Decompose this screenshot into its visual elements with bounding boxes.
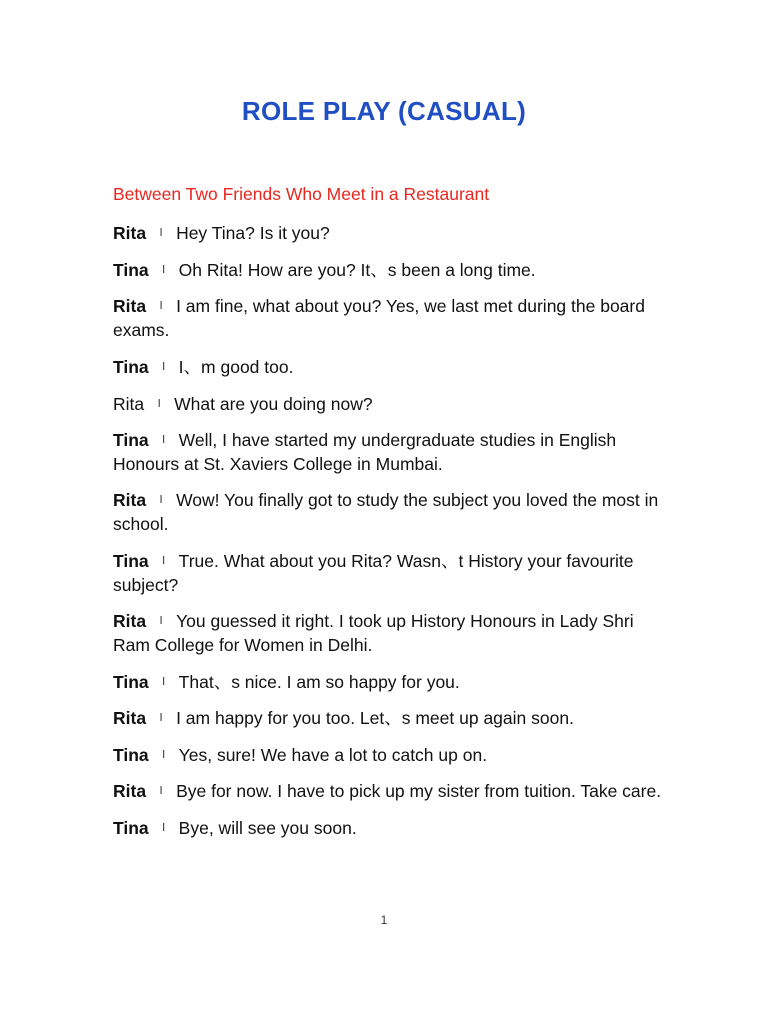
- speaker-name: Tina: [113, 430, 149, 450]
- separator: ǀ: [162, 749, 166, 761]
- separator: ǀ: [162, 361, 166, 373]
- dialogue-line: [113, 706, 673, 730]
- dialogue-line: [113, 743, 673, 767]
- section-subtitle: Between Two Friends Who Meet in a Restaurant: [113, 184, 490, 204]
- speaker-name: Rita: [113, 223, 147, 243]
- speaker-name: Rita: [113, 781, 147, 801]
- separator: ǀ: [159, 494, 163, 506]
- dialogue-text: I am fine, what about you? Yes, we last met during the board exams.: [113, 296, 645, 340]
- dialogue-line: [113, 488, 673, 536]
- dialogue-text: I am happy for you too. Let、s meet up again soon.: [176, 708, 574, 728]
- speaker-name: Rita: [113, 296, 147, 316]
- dialogue-text: True. What about you Rita? Wasn、t History your favourite subject?: [113, 551, 634, 595]
- dialogue-line: [113, 355, 673, 379]
- speaker-name: Tina: [113, 745, 149, 765]
- dialogue-text: You guessed it right. I took up History Honours in Lady Shri Ram College for Women in Delhi.: [113, 611, 634, 655]
- speaker-name: Tina: [113, 551, 149, 571]
- separator: ǀ: [159, 785, 163, 797]
- speaker-name: Rita: [113, 708, 147, 728]
- dialogue-line: [113, 294, 673, 342]
- dialogue-line: [113, 258, 673, 282]
- separator: ǀ: [159, 227, 163, 239]
- dialogue-text: Yes, sure! We have a lot to catch up on.: [178, 745, 488, 765]
- speaker-name: Tina: [113, 818, 149, 838]
- dialogue-text: That、s nice. I am so happy for you.: [178, 672, 460, 692]
- separator: ǀ: [162, 822, 166, 834]
- dialogue-text: What are you doing now?: [174, 394, 373, 414]
- separator: ǀ: [159, 712, 163, 724]
- dialogue-text: Wow! You finally got to study the subject you loved the most in school.: [113, 490, 659, 534]
- dialogue-line: [113, 816, 673, 840]
- dialogue-line: [113, 428, 673, 476]
- dialogue-text: Hey Tina? Is it you?: [176, 223, 330, 243]
- speaker-name: Rita: [113, 394, 145, 414]
- separator: ǀ: [162, 434, 166, 446]
- speaker-name: Rita: [113, 490, 147, 510]
- dialogue-text: Oh Rita! How are you? It、s been a long time.: [178, 260, 536, 280]
- separator: ǀ: [162, 264, 166, 276]
- separator: ǀ: [159, 300, 163, 312]
- separator: ǀ: [162, 676, 166, 688]
- dialogue-line: [113, 549, 673, 597]
- speaker-name: Rita: [113, 611, 147, 631]
- page-number: 1: [380, 913, 388, 927]
- dialogue-text: I、m good too.: [178, 357, 294, 377]
- separator: ǀ: [157, 398, 161, 410]
- dialogue-line: [113, 392, 673, 416]
- speaker-name: Tina: [113, 357, 149, 377]
- separator: ǀ: [159, 615, 163, 627]
- separator: ǀ: [162, 555, 166, 567]
- dialogue-line: [113, 779, 673, 803]
- dialogue-text: Bye for now. I have to pick up my sister from tuition. Take care.: [176, 781, 662, 801]
- speaker-name: Tina: [113, 260, 149, 280]
- dialogue-text: Bye, will see you soon.: [178, 818, 357, 838]
- speaker-name: Tina: [113, 672, 149, 692]
- page-title: ROLE PLAY (CASUAL): [241, 96, 527, 126]
- dialogue-line: [113, 221, 673, 245]
- dialogue-text: Well, I have started my undergraduate studies in English Honours at St. Xaviers College in Mumbai.: [113, 430, 617, 474]
- dialogue-line: [113, 670, 673, 694]
- dialogue-line: [113, 609, 673, 657]
